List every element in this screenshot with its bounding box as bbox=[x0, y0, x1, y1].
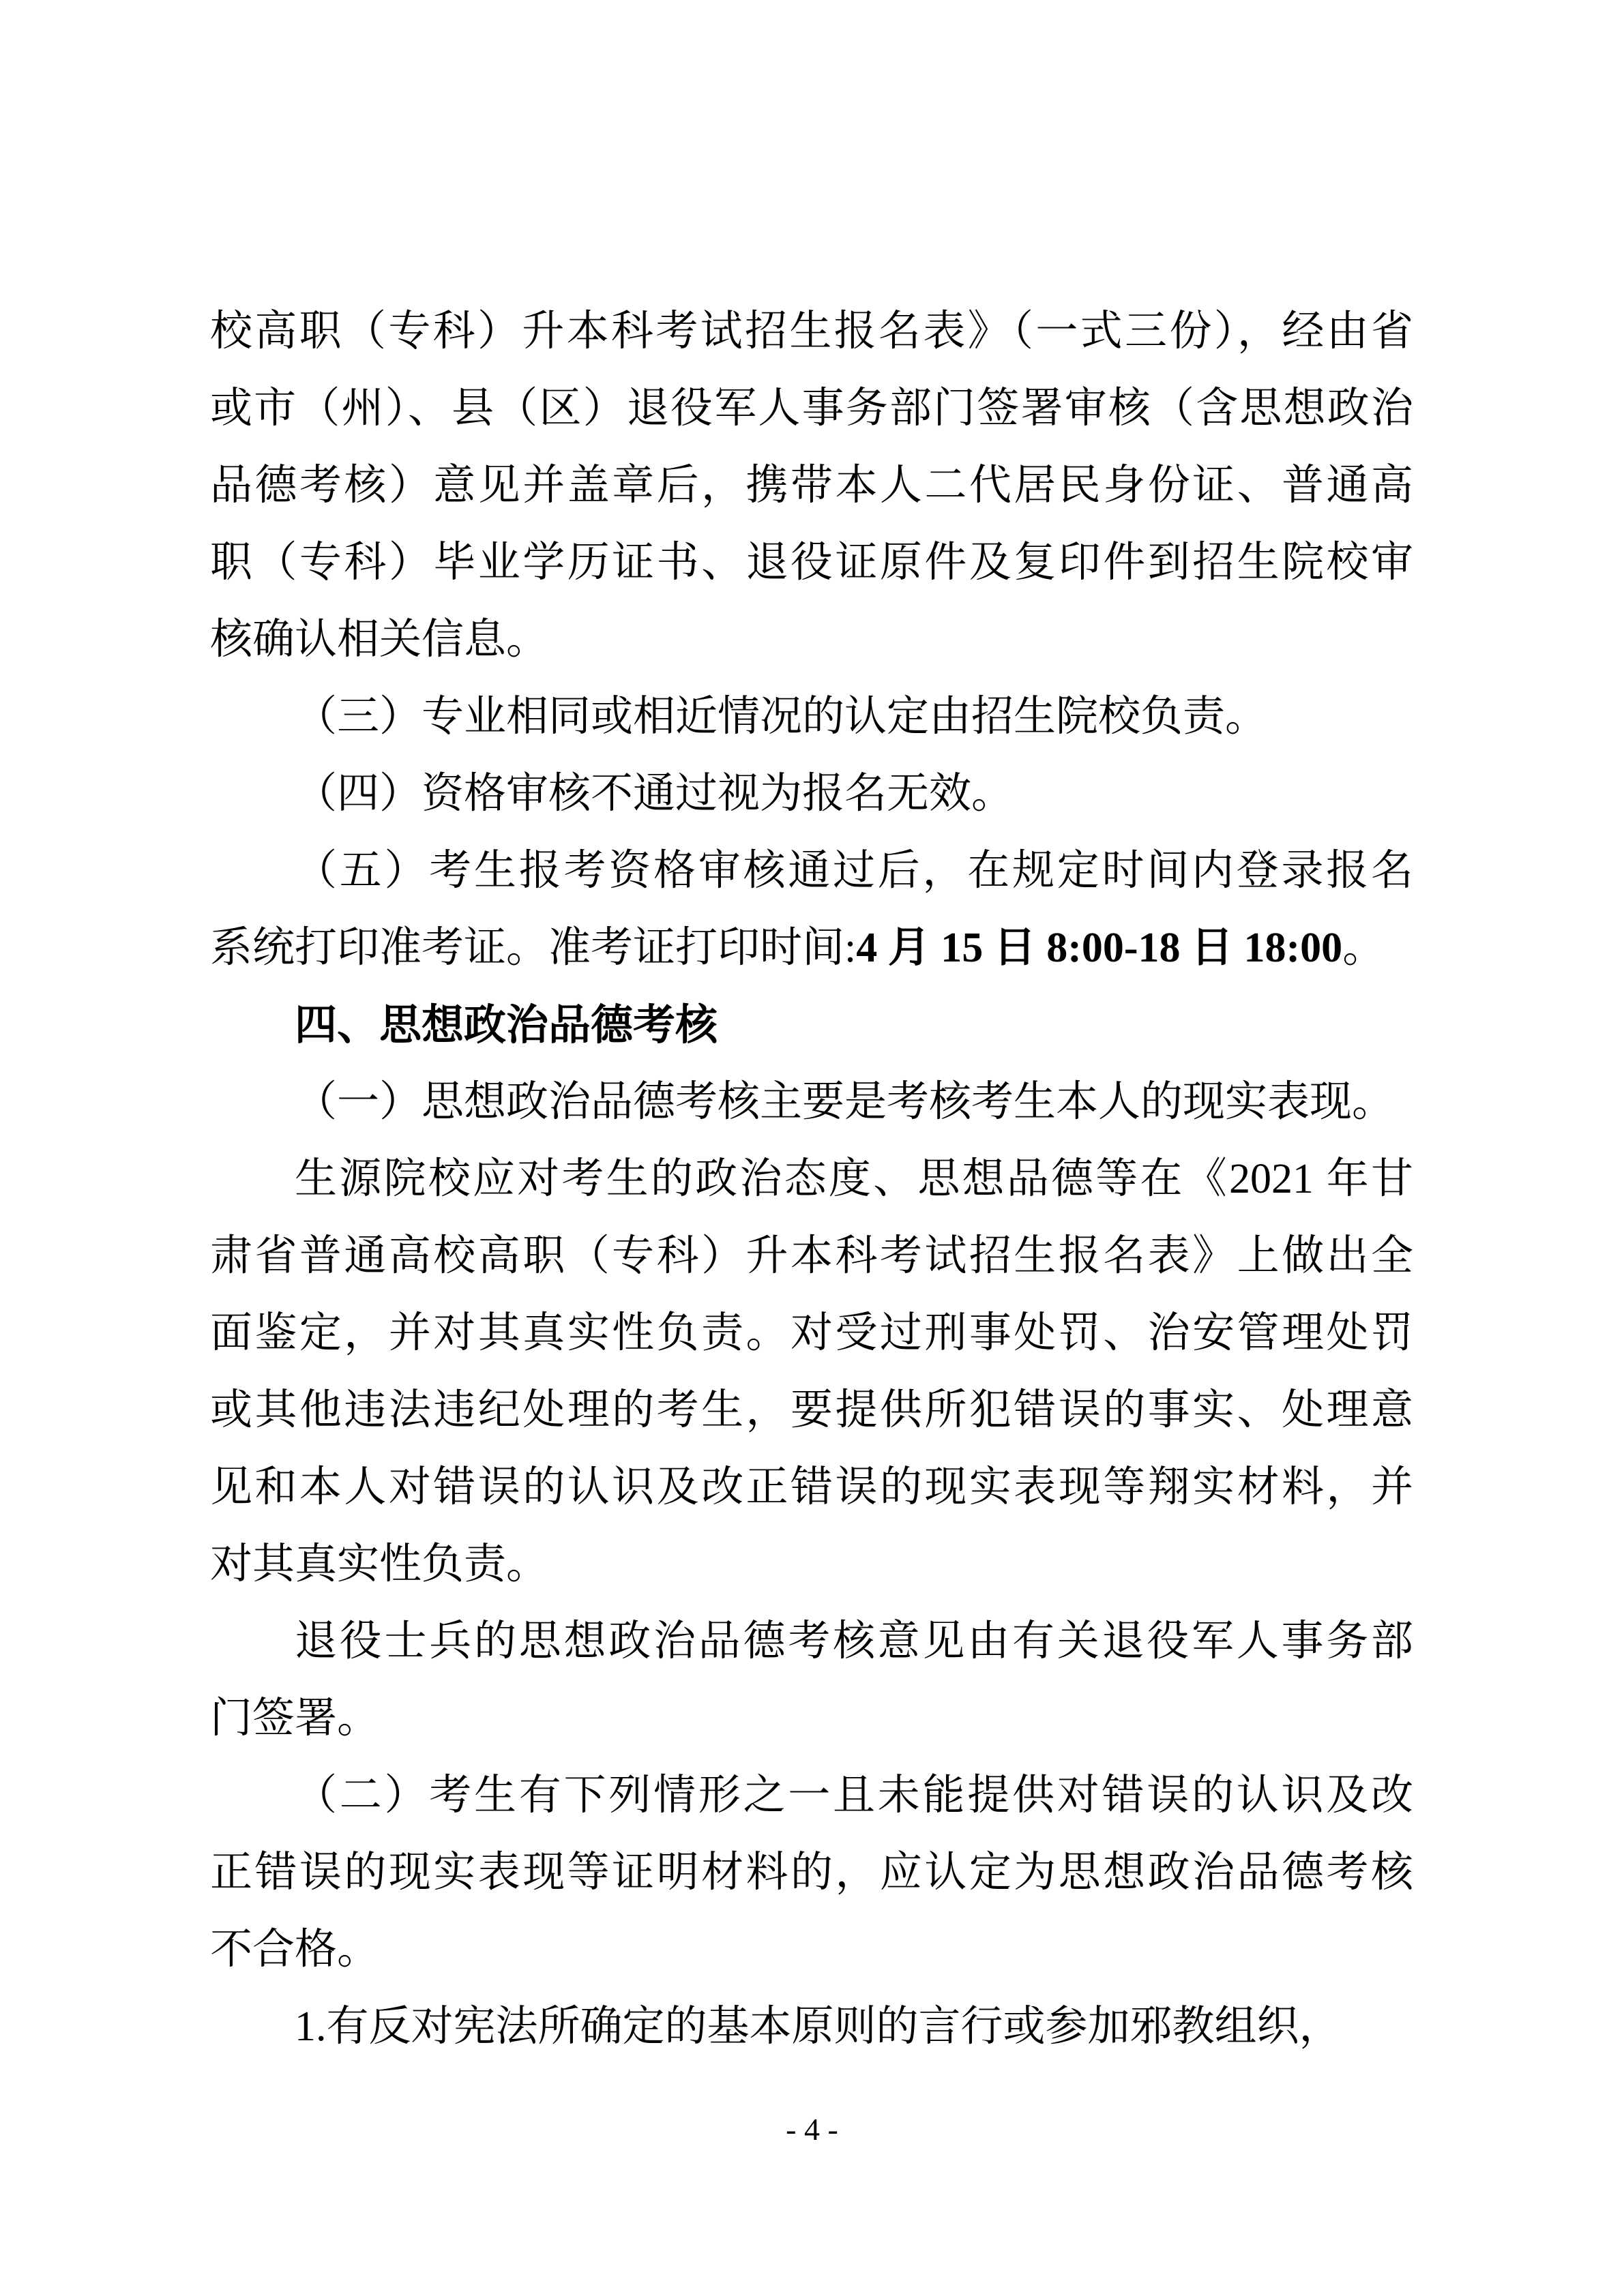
text-line bbox=[210, 370, 1413, 447]
text-line bbox=[210, 601, 1413, 679]
text-run: 对其真实性负责。 bbox=[210, 1541, 549, 1587]
text-run: 校高职（专科）升本科考试招生报名表》（一式三份），经由省 bbox=[210, 308, 1413, 355]
text-line bbox=[210, 833, 1413, 910]
section-heading bbox=[210, 987, 1413, 1064]
text-run: 或市（州）、县（区）退役军人事务部门签署审核（含思想政治 bbox=[210, 385, 1413, 432]
text-run: 品德考核）意见并盖章后，携带本人二代居民身份证、普通高 bbox=[210, 462, 1413, 509]
text-line bbox=[210, 1064, 1413, 1141]
text-run: （四）资格审核不通过视为报名无效。 bbox=[295, 771, 1014, 817]
text-run: （二）考生有下列情形之一且未能提供对错误的认识及改 bbox=[295, 1772, 1413, 1819]
bold-text-run: 四、思想政治品德考核 bbox=[295, 1002, 718, 1049]
text-line bbox=[210, 1680, 1413, 1757]
text-run: 核确认相关信息。 bbox=[210, 616, 549, 663]
text-line bbox=[210, 910, 1413, 987]
text-line bbox=[210, 1988, 1413, 2066]
text-line bbox=[210, 1526, 1413, 1603]
text-line bbox=[210, 1834, 1413, 1911]
text-run: 见和本人对错误的认识及改正错误的现实表现等翔实材料，并 bbox=[210, 1464, 1413, 1510]
page-number: - 4 - bbox=[786, 2112, 838, 2147]
text-run: 退役士兵的思想政治品德考核意见由有关退役军人事务部 bbox=[295, 1618, 1413, 1665]
text-run: 1.有反对宪法所确定的基本原则的言行或参加邪教组织， bbox=[295, 2003, 1342, 2050]
text-run: 门签署。 bbox=[210, 1695, 380, 1742]
text-line bbox=[210, 1372, 1413, 1449]
text-run: 正错误的现实表现等证明材料的，应认定为思想政治品德考核 bbox=[210, 1849, 1413, 1896]
text-run: （五）考生报考资格审核通过后，在规定时间内登录报名 bbox=[295, 848, 1413, 894]
text-line bbox=[210, 1911, 1413, 1988]
text-line bbox=[210, 1757, 1413, 1834]
document-lines bbox=[210, 293, 1413, 2066]
bold-text-run: 4 月 15 日 8:00-18 日 18:00 bbox=[856, 925, 1343, 971]
text-line bbox=[210, 756, 1413, 833]
text-run: 肃省普通高校高职（专科）升本科考试招生报名表》上做出全 bbox=[210, 1233, 1413, 1279]
text-line bbox=[210, 293, 1413, 370]
text-line bbox=[210, 1218, 1413, 1295]
text-line bbox=[210, 1295, 1413, 1372]
text-line bbox=[210, 524, 1413, 601]
text-line bbox=[210, 1449, 1413, 1526]
text-run: 生源院校应对考生的政治态度、思想品德等在《2021 年甘 bbox=[295, 1156, 1413, 1202]
text-run: 职（专科）毕业学历证书、退役证原件及复印件到招生院校审 bbox=[210, 539, 1413, 586]
text-run: 面鉴定，并对其真实性负责。对受过刑事处罚、治安管理处罚 bbox=[210, 1310, 1413, 1356]
text-run: 。 bbox=[1342, 925, 1385, 971]
text-line bbox=[210, 1603, 1413, 1680]
text-line bbox=[210, 679, 1413, 756]
text-line bbox=[210, 1141, 1413, 1218]
text-run: （三）专业相同或相近情况的认定由招生院校负责。 bbox=[295, 694, 1268, 740]
text-run: 或其他违法违纪处理的考生，要提供所犯错误的事实、处理意 bbox=[210, 1387, 1413, 1433]
text-run: （一）思想政治品德考核主要是考核考生本人的现实表现。 bbox=[295, 1079, 1395, 1125]
text-run: 不合格。 bbox=[210, 1926, 380, 1973]
text-line bbox=[210, 447, 1413, 524]
text-run: 系统打印准考证。准考证打印时间: bbox=[210, 925, 857, 971]
